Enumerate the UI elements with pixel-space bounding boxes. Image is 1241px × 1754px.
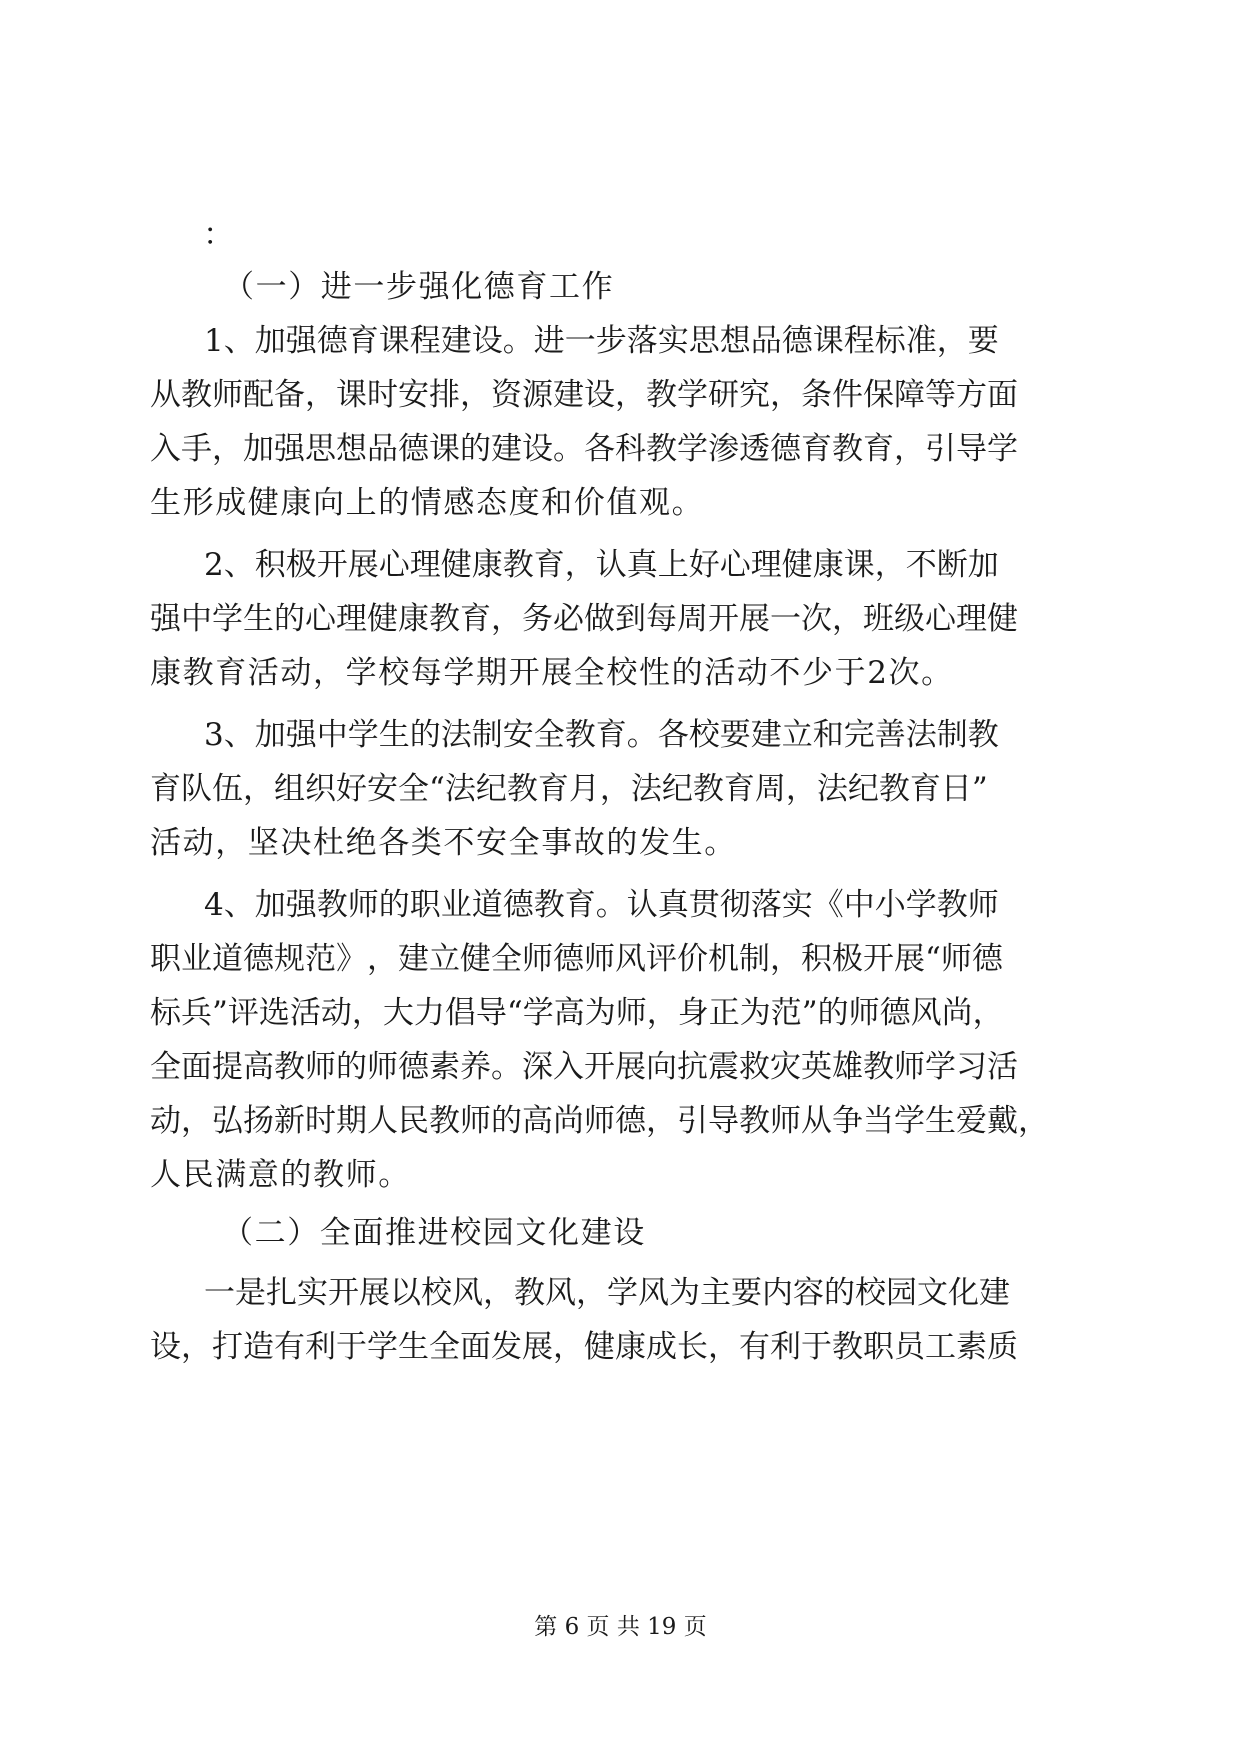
text-line: 2 、 积 极 开 展 心 理 健 康 教 育 ， 认 真 上 好 心 理 健 康 课 ， 不 断 加 xyxy=(204,547,999,583)
text-line: 设 ， 打 造 有 利 于 学 生 全 面 发 展 ， 健 康 成 长 ， 有 利 于 教 职 员 工 素 质 xyxy=(150,1329,1018,1365)
text-line: 育 队 伍 ， 组 织 好 安 全 “ 法 纪 教 育 月 ， 法 纪 教 育 周 ， 法 纪 教 育 日 ” xyxy=(150,771,988,807)
text-line: 从 教 师 配 备 ， 课 时 安 排 ， 资 源 建 设 ， 教 学 研 究 ， 条 件 保 障 等 方 面 xyxy=(150,377,1018,413)
text-line: （二）全面推进校园文化建设 xyxy=(222,1215,646,1251)
text-line: 活动，坚决杜绝各类不安全事故的发生。 xyxy=(150,825,737,861)
text-line: 人民满意的教师。 xyxy=(150,1157,411,1193)
text-line: 3 、 加 强 中 学 生 的 法 制 安 全 教 育 。 各 校 要 建 立 和 完 善 法 制 教 xyxy=(204,717,999,753)
text-line: 生形成健康向上的情感态度和价值观。 xyxy=(150,485,705,521)
text-line: 一 是 扎 实 开 展 以 校 风 ， 教 风 ， 学 风 为 主 要 内 容 的 校 园 文 化 建 xyxy=(204,1275,1010,1311)
text-line: 4 、 加 强 教 师 的 职 业 道 德 教 育 。 认 真 贯 彻 落 实 《 中 小 学 教 师 xyxy=(204,887,999,923)
text-line: 全 面 提 高 教 师 的 师 德 素 养 。 深 入 开 展 向 抗 震 救 灾 英 雄 教 师 学 习 活 xyxy=(150,1049,1018,1085)
text-line: 入 手 ， 加 强 思 想 品 德 课 的 建 设 。 各 科 教 学 渗 透 德 育 教 育 ， 引 导 学 xyxy=(150,431,1018,467)
page-footer: 第 6 页 共 19 页 xyxy=(534,1614,707,1640)
text-line: 1 、 加 强 德 育 课 程 建 设 。 进 一 步 落 实 思 想 品 德 课 程 标 准 ， 要 xyxy=(204,323,999,359)
text-line: 标 兵 ” 评 选 活 动 ， 大 力 倡 导 “ 学 高 为 师 ， 身 正 为 范 ” 的 师 德 风 尚 ， xyxy=(150,995,1004,1031)
text-line: 动 ， 弘 扬 新 时 期 人 民 教 师 的 高 尚 师 德 ， 引 导 教 师 从 争 当 学 生 爱 戴 ， xyxy=(150,1103,1049,1139)
text-line: 职 业 道 德 规 范 》 ， 建 立 健 全 师 德 师 风 评 价 机 制 ， 积 极 开 展 “ 师 德 xyxy=(150,941,1003,977)
text-line: 康教育活动，学校每学期开展全校性的活动不少于2次。 xyxy=(150,655,954,691)
text-line: （一）进一步强化德育工作 xyxy=(223,269,615,305)
text-line: 强 中 学 生 的 心 理 健 康 教 育 ， 务 必 做 到 每 周 开 展 一 次 ， 班 级 心 理 健 xyxy=(150,601,1018,637)
text-line: ： xyxy=(203,217,236,253)
